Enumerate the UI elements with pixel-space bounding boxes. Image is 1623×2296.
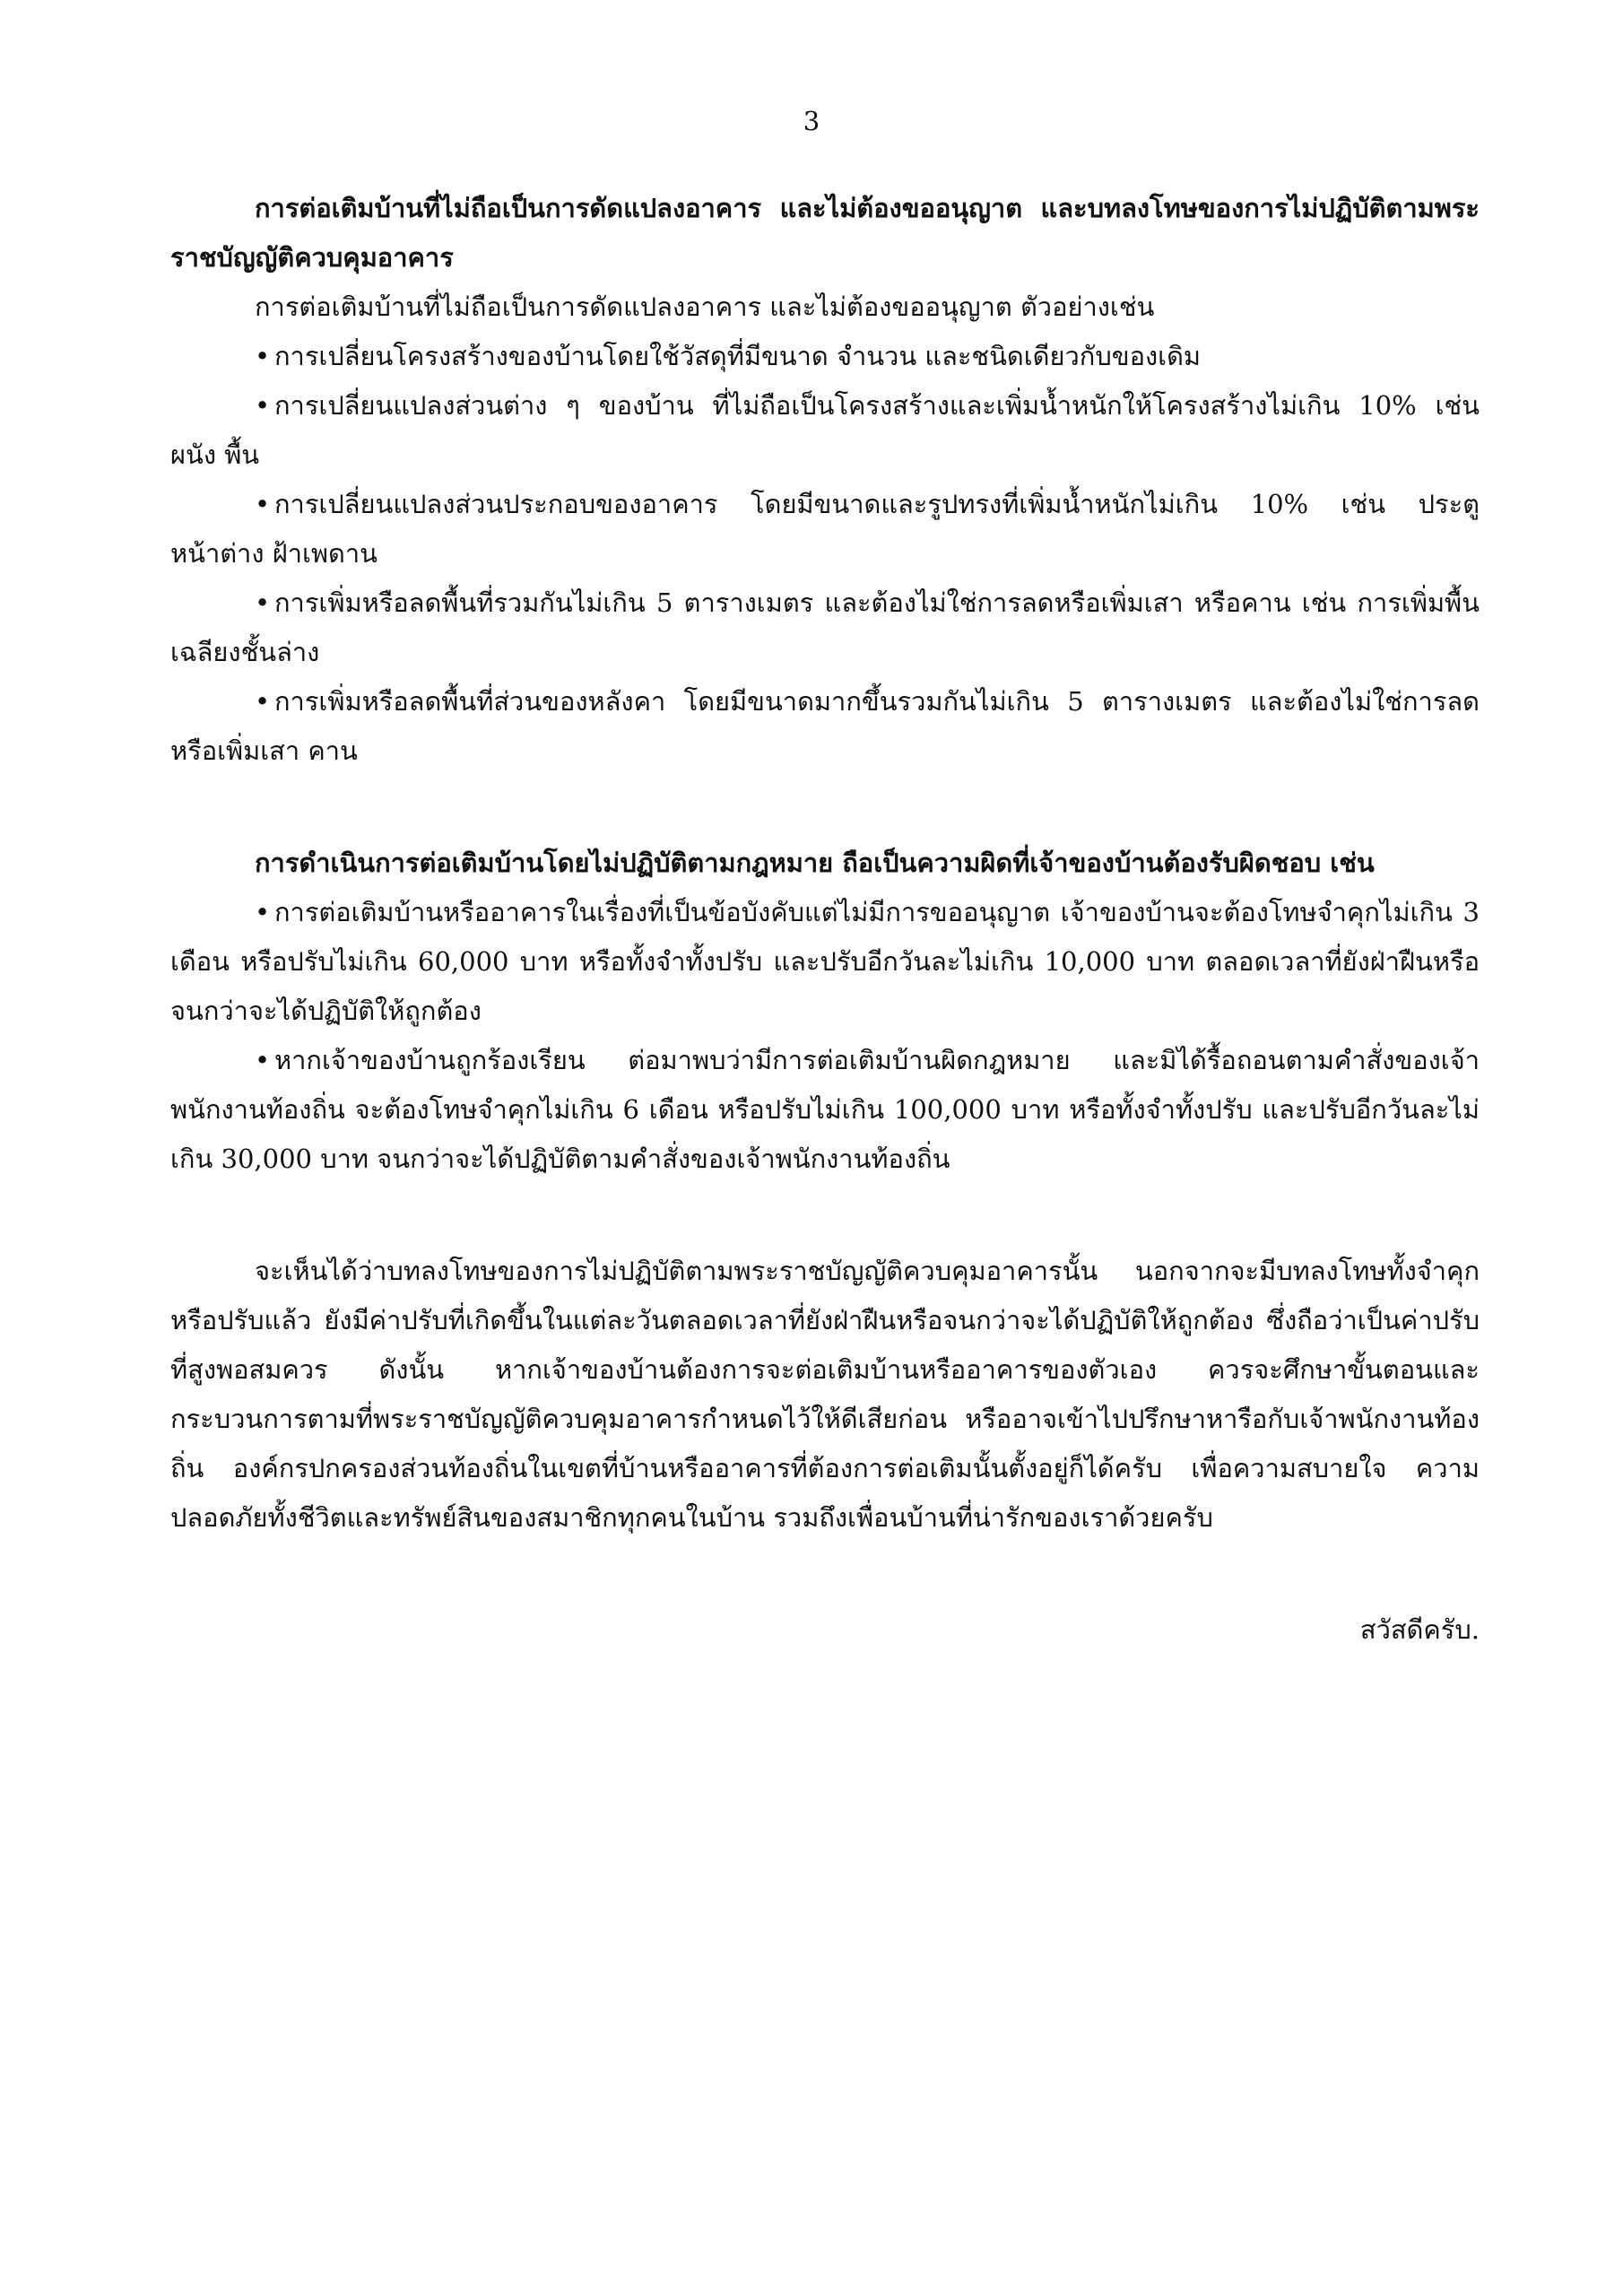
section1-item-text: การเพิ่มหรือลดพื้นที่รวมกันไม่เกิน 5 ตารางเมตร และต้องไม่ใช่การลดหรือเพิ่มเสา หรือคาน เช่น การเพิ่มพื้นเฉลียงชั้นล่าง <box>170 587 1480 667</box>
bullet-icon: • <box>255 341 271 371</box>
section1-item-text: การเพิ่มหรือลดพื้นที่ส่วนของหลังคา โดยมีขนาดมากขึ้นรวมกันไม่เกิน 5 ตารางเมตร และต้องไม่ใช่การลดหรือเพิ่มเสา คาน <box>170 686 1480 766</box>
bullet-icon: • <box>255 489 271 519</box>
bullet-icon: • <box>255 390 271 421</box>
section-spacer <box>170 776 1480 839</box>
section1-item-text: การเปลี่ยนโครงสร้างของบ้านโดยใช้วัสดุที่มีขนาด จำนวน และชนิดเดียวกับของเดิม <box>274 341 1202 371</box>
document-body <box>170 184 1480 1655</box>
page-number: 3 <box>803 106 820 136</box>
section1-item-2 <box>170 381 1480 480</box>
section2-item-text: หากเจ้าของบ้านถูกร้องเรียน ต่อมาพบว่ามีการต่อเติมบ้านผิดกฎหมาย และมิได้รื้อถอนตามคำสั่งของเจ้าพนักงานท้องถิ่น จะต้องโทษจำคุกไม่เกิน 6 เดือน หรือปรับไม่เกิน 100,000 บาท หรือทั้งจำทั้งปรับ และปรับอีกวันละไม่เกิน 30,000 บาท จนกว่าจะได้ปฏิบัติตามคำสั่งของเจ้าพนักงานท้องถิ่น <box>170 1045 1480 1174</box>
bullet-icon: • <box>255 587 271 618</box>
conclusion-paragraph: จะเห็นได้ว่าบทลงโทษของการไม่ปฏิบัติตามพระราชบัญญัติควบคุมอาคารนั้น นอกจากจะมีบทลงโทษทั้งจำคุก หรือปรับแล้ว ยังมีค่าปรับที่เกิดขึ้นในแต่ละวันตลอดเวลาที่ยังฝ่าฝืนหรือจนกว่าจะได้ปฏิบัติให้ถูกต้อง ซึ่งถือว่าเป็นค่าปรับที่สูงพอสมควร ดังนั้น หากเจ้าของบ้านต้องการจะต่อเติมบ้านหรืออาคารของตัวเอง ควรจะศึกษาขั้นตอนและกระบวนการตามที่พระราชบัญญัติควบคุมอาคารกำหนดไว้ให้ดีเสียก่อน หรืออาจเข้าไปปรึกษาหารือกับเจ้าพนักงานท้องถิ่น องค์กรปกครองส่วนท้องถิ่นในเขตที่บ้านหรืออาคารที่ต้องการต่อเติมนั้นตั้งอยู่ก็ได้ครับ เพื่อความสบายใจ ความปลอดภัยทั้งชีวิตและทรัพย์สินของสมาชิกทุกคนในบ้าน รวมถึงเพื่อนบ้านที่น่ารักของเราด้วยครับ <box>170 1256 1480 1533</box>
section1-item-5 <box>170 677 1480 776</box>
bullet-icon: • <box>255 897 271 927</box>
section1-item-text: การเปลี่ยนแปลงส่วนประกอบของอาคาร โดยมีขนาดและรูปทรงที่เพิ่มน้ำหนักไม่เกิน 10% เช่น ประตู หน้าต่าง ฝ้าเพดาน <box>170 489 1480 569</box>
section-spacer <box>170 1184 1480 1247</box>
closing-greeting: สวัสดีครับ. <box>1359 1614 1480 1645</box>
section1-item-1 <box>170 332 1480 381</box>
section1-intro: การต่อเติมบ้านที่ไม่ถือเป็นการดัดแปลงอาคาร และไม่ต้องขออนุญาต ตัวอย่างเช่น <box>255 291 1155 322</box>
bullet-icon: • <box>255 686 271 717</box>
section1-item-4 <box>170 578 1480 677</box>
section2-item-1 <box>170 888 1480 1036</box>
section2-item-2 <box>170 1036 1480 1184</box>
section1-item-text: การเปลี่ยนแปลงส่วนต่าง ๆ ของบ้าน ที่ไม่ถือเป็นโครงสร้างและเพิ่มน้ำหนักให้โครงสร้างไม่เกิน 10% เช่น ผนัง พื้น <box>170 390 1480 470</box>
section1-item-3 <box>170 480 1480 578</box>
bullet-icon: • <box>255 1045 271 1075</box>
section2-item-text: การต่อเติมบ้านหรืออาคารในเรื่องที่เป็นข้อบังคับแต่ไม่มีการขออนุญาต เจ้าของบ้านจะต้องโทษจำคุกไม่เกิน 3 เดือน หรือปรับไม่เกิน 60,000 บาท หรือทั้งจำทั้งปรับ และปรับอีกวันละไม่เกิน 10,000 บาท ตลอดเวลาที่ยังฝ่าฝืนหรือจนกว่าจะได้ปฏิบัติให้ถูกต้อง <box>170 897 1480 1026</box>
section1-heading: การต่อเติมบ้านที่ไม่ถือเป็นการดัดแปลงอาคาร และไม่ต้องขออนุญาต และบทลงโทษของการไม่ปฏิบัติตามพระราชบัญญัติควบคุมอาคาร <box>170 193 1480 273</box>
section2-heading: การดำเนินการต่อเติมบ้านโดยไม่ปฏิบัติตามกฎหมาย ถือเป็นความผิดที่เจ้าของบ้านต้องรับผิดชอบ เช่น <box>255 848 1375 878</box>
